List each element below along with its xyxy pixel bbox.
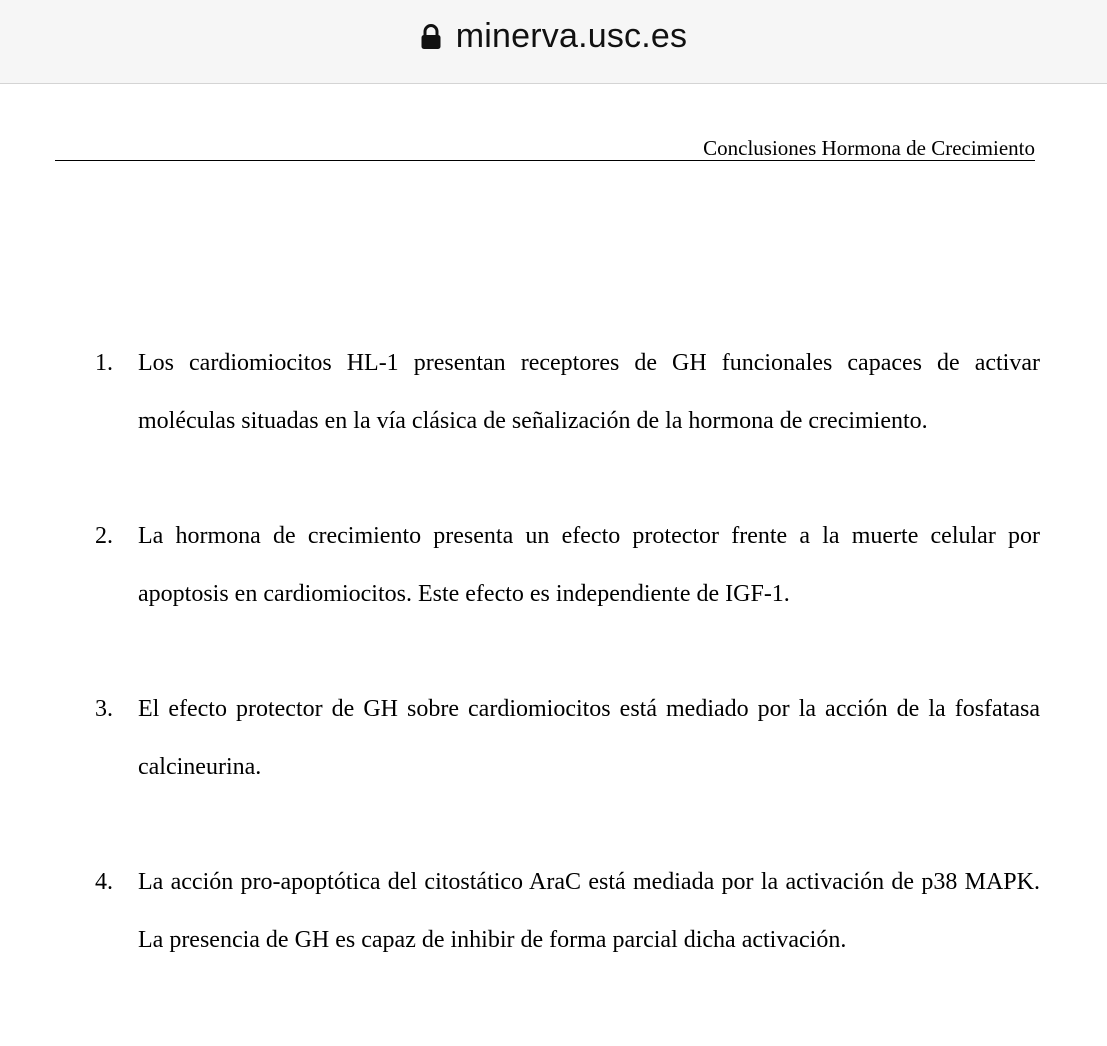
conclusion-item (95, 334, 1040, 450)
conclusion-number: 1. (95, 350, 113, 376)
conclusion-text: El efecto protector de GH sobre cardiomiocitos está mediado por la acción de la fosfatasa calcineurina. (138, 696, 1040, 780)
url-display[interactable] (420, 17, 687, 56)
conclusion-item (95, 853, 1040, 969)
conclusion-text: La acción pro-apoptótica del citostático AraC está mediada por la activación de p38 MAPK. La presencia de GH es capaz de inhibir de forma parcial dicha activación. (138, 869, 1040, 953)
document-page (0, 84, 1107, 1046)
conclusion-text: Los cardiomiocitos HL-1 presentan receptores de GH funcionales capaces de activar moléculas situadas en la vía clásica de señalización de la hormona de crecimiento. (138, 350, 1040, 434)
conclusion-number: 4. (95, 869, 113, 895)
lock-icon (420, 24, 442, 50)
url-text: minerva.usc.es (455, 17, 688, 55)
conclusion-item (95, 507, 1040, 623)
running-header: Conclusiones Hormona de Crecimiento (55, 136, 1035, 161)
conclusions-list (95, 334, 1040, 1026)
conclusion-item (95, 680, 1040, 796)
conclusion-number: 2. (95, 523, 113, 549)
browser-url-bar[interactable] (0, 0, 1107, 84)
conclusion-text: La hormona de crecimiento presenta un efecto protector frente a la muerte celular por apoptosis en cardiomiocitos. Este efecto es independiente de IGF-1. (138, 523, 1040, 607)
conclusion-number: 3. (95, 696, 113, 722)
